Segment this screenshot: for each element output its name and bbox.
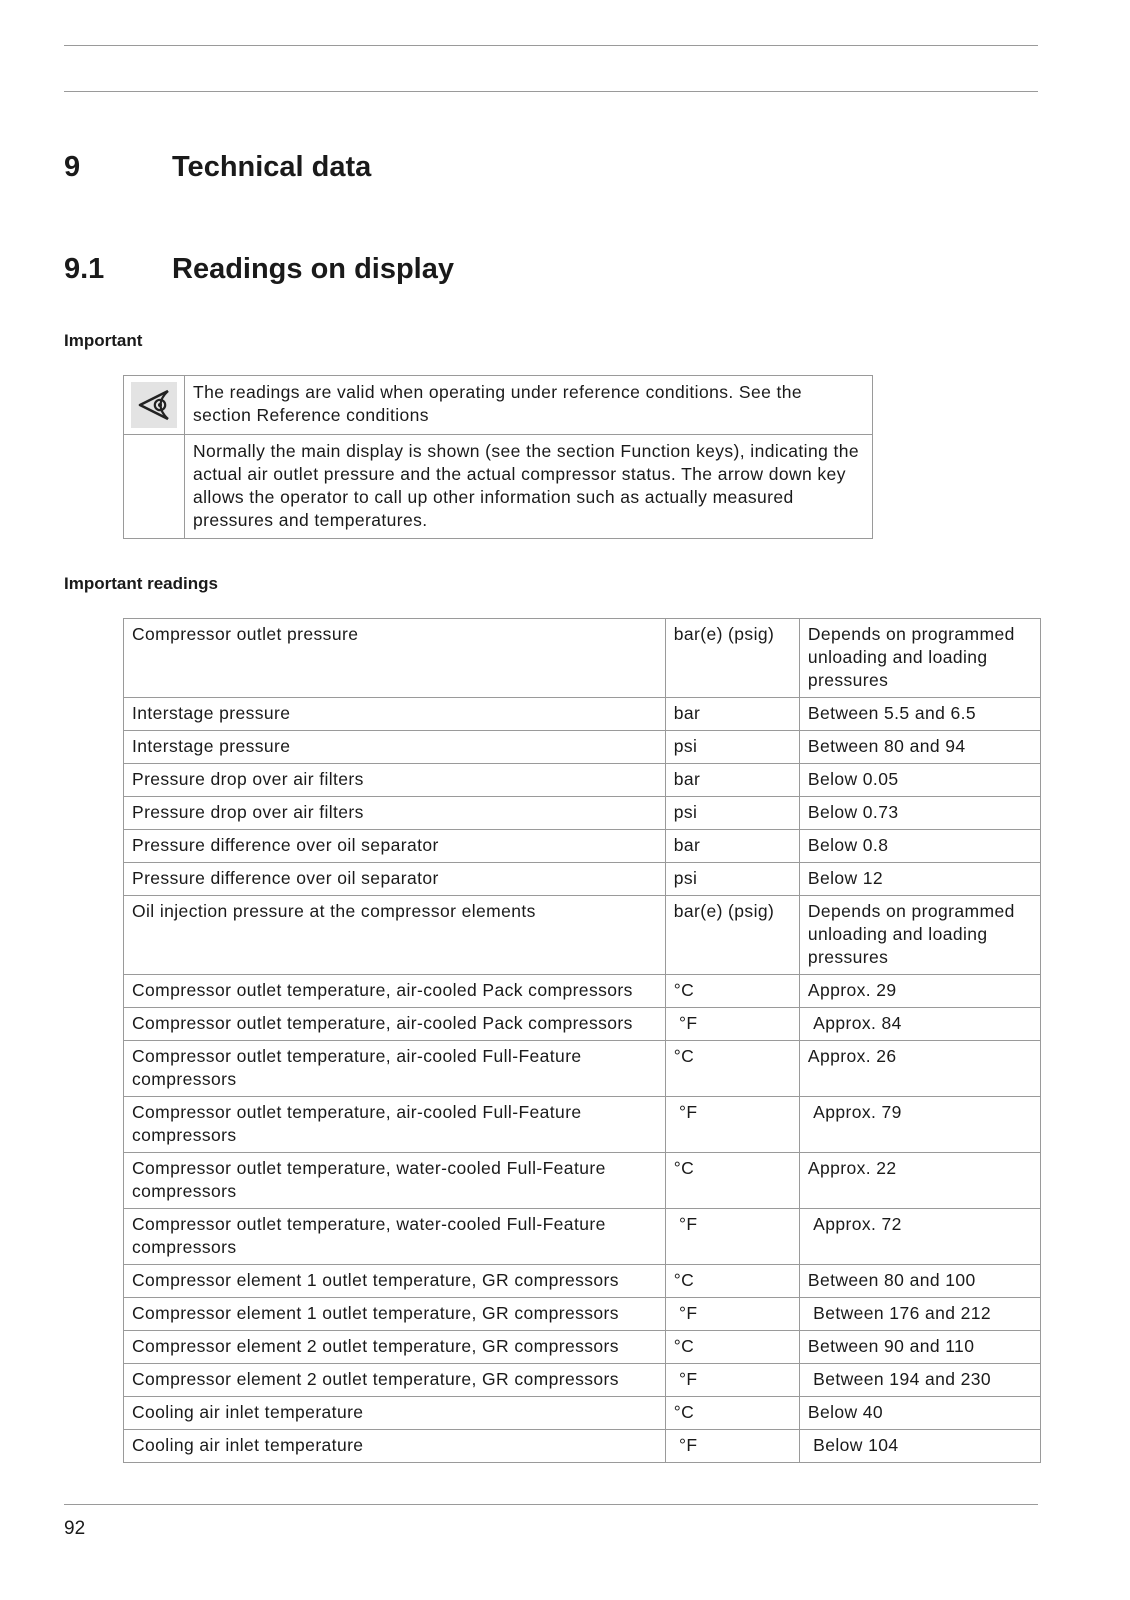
table-row	[124, 1397, 1041, 1430]
reading-name: Pressure difference over oil separator	[124, 830, 666, 863]
reading-value: Approx. 79	[799, 1097, 1040, 1153]
reading-value: Below 40	[799, 1397, 1040, 1430]
table-row	[124, 1041, 1041, 1097]
reading-name: Compressor outlet pressure	[124, 619, 666, 698]
reading-name: Compressor outlet temperature, water-cooled Full-Feature compressors	[124, 1209, 666, 1265]
table-row	[124, 1153, 1041, 1209]
table-row	[124, 1008, 1041, 1041]
section-title: Technical data	[172, 151, 372, 183]
note-row	[124, 435, 873, 539]
reading-name: Cooling air inlet temperature	[124, 1430, 666, 1463]
reading-value: Depends on programmed unloading and loading pressures	[799, 619, 1040, 698]
subsection-title: Readings on display	[172, 253, 454, 285]
table-row	[124, 1097, 1041, 1153]
reading-name: Compressor element 2 outlet temperature, GR compressors	[124, 1331, 666, 1364]
reading-value: Below 0.73	[799, 797, 1040, 830]
reading-name: Compressor outlet temperature, water-cooled Full-Feature compressors	[124, 1153, 666, 1209]
table-row	[124, 863, 1041, 896]
reading-unit: °C	[665, 975, 799, 1008]
reading-unit: bar(e) (psig)	[665, 896, 799, 975]
reading-name: Pressure difference over oil separator	[124, 863, 666, 896]
subsection-number: 9.1	[64, 253, 105, 285]
reading-unit: bar(e) (psig)	[665, 619, 799, 698]
table-row	[124, 1331, 1041, 1364]
table-row	[124, 1430, 1041, 1463]
reading-value: Approx. 84	[799, 1008, 1040, 1041]
reading-value: Between 194 and 230	[799, 1364, 1040, 1397]
reading-value: Between 80 and 100	[799, 1265, 1040, 1298]
reading-unit: °F	[665, 1008, 799, 1041]
reading-value: Below 104	[799, 1430, 1040, 1463]
reading-value: Between 80 and 94	[799, 731, 1040, 764]
table-row	[124, 975, 1041, 1008]
reading-name: Cooling air inlet temperature	[124, 1397, 666, 1430]
note-icon-cell	[124, 376, 185, 435]
reading-name: Compressor element 1 outlet temperature, GR compressors	[124, 1265, 666, 1298]
reading-unit: bar	[665, 698, 799, 731]
reading-unit: °C	[665, 1041, 799, 1097]
important-label: Important	[64, 331, 143, 350]
table-row	[124, 1209, 1041, 1265]
reading-name: Oil injection pressure at the compressor elements	[124, 896, 666, 975]
reading-unit: bar	[665, 830, 799, 863]
reading-value: Below 0.05	[799, 764, 1040, 797]
note-text: The readings are valid when operating under reference conditions. See the section Reference conditions	[185, 376, 873, 435]
reading-unit: °C	[665, 1265, 799, 1298]
reading-value: Approx. 72	[799, 1209, 1040, 1265]
reading-value: Below 0.8	[799, 830, 1040, 863]
table-row	[124, 1298, 1041, 1331]
header-rule-bottom	[64, 91, 1038, 92]
reading-unit: °F	[665, 1097, 799, 1153]
readings-table-body	[124, 619, 1041, 1463]
table-row	[124, 731, 1041, 764]
note-row	[124, 376, 873, 435]
reading-name: Compressor element 2 outlet temperature, GR compressors	[124, 1364, 666, 1397]
table-row	[124, 619, 1041, 698]
reading-unit: psi	[665, 863, 799, 896]
reading-unit: bar	[665, 764, 799, 797]
reading-name: Compressor outlet temperature, air-cooled Pack compressors	[124, 1008, 666, 1041]
reading-name: Pressure drop over air filters	[124, 797, 666, 830]
readings-table	[123, 618, 1041, 1463]
footer-rule	[64, 1504, 1038, 1505]
reading-value: Below 12	[799, 863, 1040, 896]
reading-value: Depends on programmed unloading and loading pressures	[799, 896, 1040, 975]
table-row	[124, 1265, 1041, 1298]
reading-unit: °C	[665, 1331, 799, 1364]
table-row	[124, 698, 1041, 731]
reading-value: Approx. 29	[799, 975, 1040, 1008]
reading-name: Compressor outlet temperature, air-cooled Pack compressors	[124, 975, 666, 1008]
reading-name: Interstage pressure	[124, 698, 666, 731]
reading-unit: psi	[665, 797, 799, 830]
table-row	[124, 1364, 1041, 1397]
section-number: 9	[64, 151, 81, 183]
reading-unit: °F	[665, 1430, 799, 1463]
reading-value: Approx. 22	[799, 1153, 1040, 1209]
table-row	[124, 764, 1041, 797]
table-row	[124, 896, 1041, 975]
reading-name: Interstage pressure	[124, 731, 666, 764]
note-empty-cell	[124, 435, 185, 539]
reading-unit: psi	[665, 731, 799, 764]
reading-unit: °F	[665, 1298, 799, 1331]
reading-name: Compressor element 1 outlet temperature, GR compressors	[124, 1298, 666, 1331]
table-row	[124, 797, 1041, 830]
reading-unit: °F	[665, 1209, 799, 1265]
reading-unit: °C	[665, 1397, 799, 1430]
reading-name: Compressor outlet temperature, air-cooled Full-Feature compressors	[124, 1097, 666, 1153]
eye-icon	[131, 382, 177, 428]
reading-value: Between 5.5 and 6.5	[799, 698, 1040, 731]
reading-value: Approx. 26	[799, 1041, 1040, 1097]
reading-name: Compressor outlet temperature, air-cooled Full-Feature compressors	[124, 1041, 666, 1097]
reading-value: Between 90 and 110	[799, 1331, 1040, 1364]
header-rule-top	[64, 45, 1038, 46]
note-text: Normally the main display is shown (see the section Function keys), indicating the actual air outlet pressure and the actual compressor status. The arrow down key allows the operator to call up other information such as actually measured pressures and temperatures.	[185, 435, 873, 539]
reading-name: Pressure drop over air filters	[124, 764, 666, 797]
reading-unit: °C	[665, 1153, 799, 1209]
important-readings-label: Important readings	[64, 574, 218, 593]
reading-value: Between 176 and 212	[799, 1298, 1040, 1331]
reading-unit: °F	[665, 1364, 799, 1397]
table-row	[124, 830, 1041, 863]
important-note-table	[123, 375, 873, 539]
page-number: 92	[64, 1518, 86, 1539]
